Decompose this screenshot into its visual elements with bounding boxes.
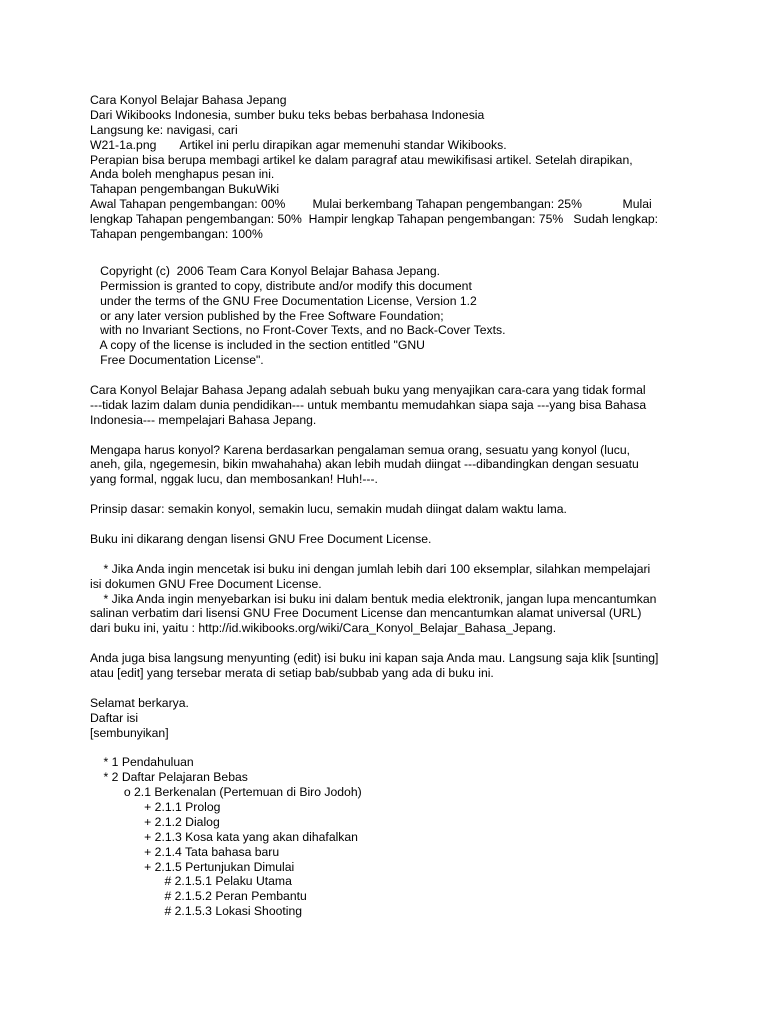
bullet-line: isi dokumen GNU Free Document License.	[90, 576, 322, 591]
bullet-line: dari buku ini, yaitu : http://id.wikibooks.org/wiki/Cara_Konyol_Belajar_Bahasa_Jepang.	[90, 621, 557, 636]
license-line: A copy of the license is included in the section entitled "GNU	[90, 338, 425, 353]
license-line: or any later version published by the Free Software Foundation;	[90, 308, 444, 323]
toc-item: + 2.1.2 Dialog	[90, 814, 220, 829]
header-block	[90, 93, 700, 242]
toc-item: + 2.1.4 Tata bahasa baru	[90, 844, 280, 859]
license-line: with no Invariant Sections, no Front-Cover Texts, and no Back-Cover Texts.	[90, 323, 506, 338]
cleanup-notice-line: W21-1a.png Artikel ini perlu dirapikan agar memenuhi standar Wikibooks.	[90, 137, 507, 152]
jump-to-line: Langsung ke: navigasi, cari	[90, 122, 238, 137]
closing-block	[90, 696, 700, 741]
toc-heading: Daftar isi	[90, 710, 139, 725]
cleanup-notice-line: Anda boleh menghapus pesan ini.	[90, 167, 275, 182]
paragraph-line: ---tidak lazim dalam dunia pendidikan--- untuk membantu memudahkan siapa saja ---yang bisa Bahasa	[90, 397, 647, 412]
license-line: Free Documentation License".	[90, 353, 264, 368]
license-line: Copyright (c) 2006 Team Cara Konyol Belajar Bahasa Jepang.	[90, 263, 441, 278]
development-stage-line: Tahapan pengembangan: 100%	[90, 227, 263, 242]
toc-item: # 2.1.5.2 Peran Pembantu	[90, 889, 307, 904]
table-of-contents	[90, 755, 700, 919]
toc-hide-toggle: [sembunyikan]	[90, 725, 169, 740]
page-title: Cara Konyol Belajar Bahasa Jepang	[90, 93, 287, 107]
paragraph-line: Mengapa harus konyol? Karena berdasarkan pengalaman semua orang, sesuatu yang konyol (lucu,	[90, 442, 630, 457]
toc-item: * 1 Pendahuluan	[90, 755, 194, 770]
toc-item: # 2.1.5.1 Pelaku Utama	[90, 874, 292, 889]
document-page	[90, 93, 700, 919]
paragraph-line: atau [edit] yang tersebar merata di setiap bab/subbab yang ada di buku ini.	[90, 665, 494, 680]
toc-item: + 2.1.1 Prolog	[90, 799, 221, 814]
principle-paragraph: Prinsip dasar: semakin konyol, semakin lucu, semakin mudah diingat dalam waktu lama.	[90, 502, 567, 517]
intro-paragraph	[90, 383, 700, 428]
source-line: Dari Wikibooks Indonesia, sumber buku teks bebas berbahasa Indonesia	[90, 107, 485, 122]
edit-paragraph	[90, 651, 700, 681]
license-note-paragraph: Buku ini dikarang dengan lisensi GNU Free Document License.	[90, 531, 432, 546]
usage-bullets	[90, 562, 700, 636]
bullet-line: * Jika Anda ingin menyebarkan isi buku ini dalam bentuk media elektronik, jangan lupa mencantumkan	[90, 591, 657, 606]
bullet-line: salinan verbatim dari lisensi GNU Free Document License dan mencantumkan alamat universal (URL)	[90, 606, 642, 621]
bullet-line: * Jika Anda ingin mencetak isi buku ini dengan jumlah lebih dari 100 eksemplar, silahkan mempelajari	[90, 561, 651, 576]
development-stage-line: lengkap Tahapan pengembangan: 50% Hampir lengkap Tahapan pengembangan: 75% Sudah lengkap:	[90, 212, 659, 227]
development-stage-line: Awal Tahapan pengembangan: 00% Mulai berkembang Tahapan pengembangan: 25% Mulai	[90, 197, 652, 212]
toc-item: o 2.1 Berkenalan (Pertemuan di Biro Jodoh)	[90, 785, 362, 800]
license-line: under the terms of the GNU Free Documentation License, Version 1.2	[90, 293, 477, 308]
paragraph-line: Anda juga bisa langsung menyunting (edit) isi buku ini kapan saja Anda mau. Langsung saja klik [sunting]	[90, 651, 659, 666]
license-line: Permission is granted to copy, distribute and/or modify this document	[90, 278, 472, 293]
copyright-block	[90, 264, 700, 368]
why-paragraph	[90, 443, 700, 488]
toc-item: * 2 Daftar Pelajaran Bebas	[90, 770, 248, 785]
closing-line: Selamat berkarya.	[90, 695, 189, 710]
cleanup-notice-line: Perapian bisa berupa membagi artikel ke dalam paragraf atau mewikifisasi artikel. Setelah dirapikan,	[90, 152, 633, 167]
development-stage-heading: Tahapan pengembangan BukuWiki	[90, 182, 280, 197]
paragraph-line: yang formal, nggak lucu, dan membosankan! Huh!---.	[90, 472, 378, 487]
paragraph-line: Cara Konyol Belajar Bahasa Jepang adalah sebuah buku yang menyajikan cara-cara yang tidak formal	[90, 383, 646, 398]
toc-item: + 2.1.5 Pertunjukan Dimulai	[90, 859, 295, 874]
toc-item: + 2.1.3 Kosa kata yang akan dihafalkan	[90, 829, 358, 844]
toc-item: # 2.1.5.3 Lokasi Shooting	[90, 904, 303, 919]
paragraph-line: Indonesia--- mempelajari Bahasa Jepang.	[90, 412, 317, 427]
paragraph-line: aneh, gila, ngegemesin, bikin mwahahaha) akan lebih mudah diingat ---dibandingkan dengan sesuatu	[90, 457, 639, 472]
